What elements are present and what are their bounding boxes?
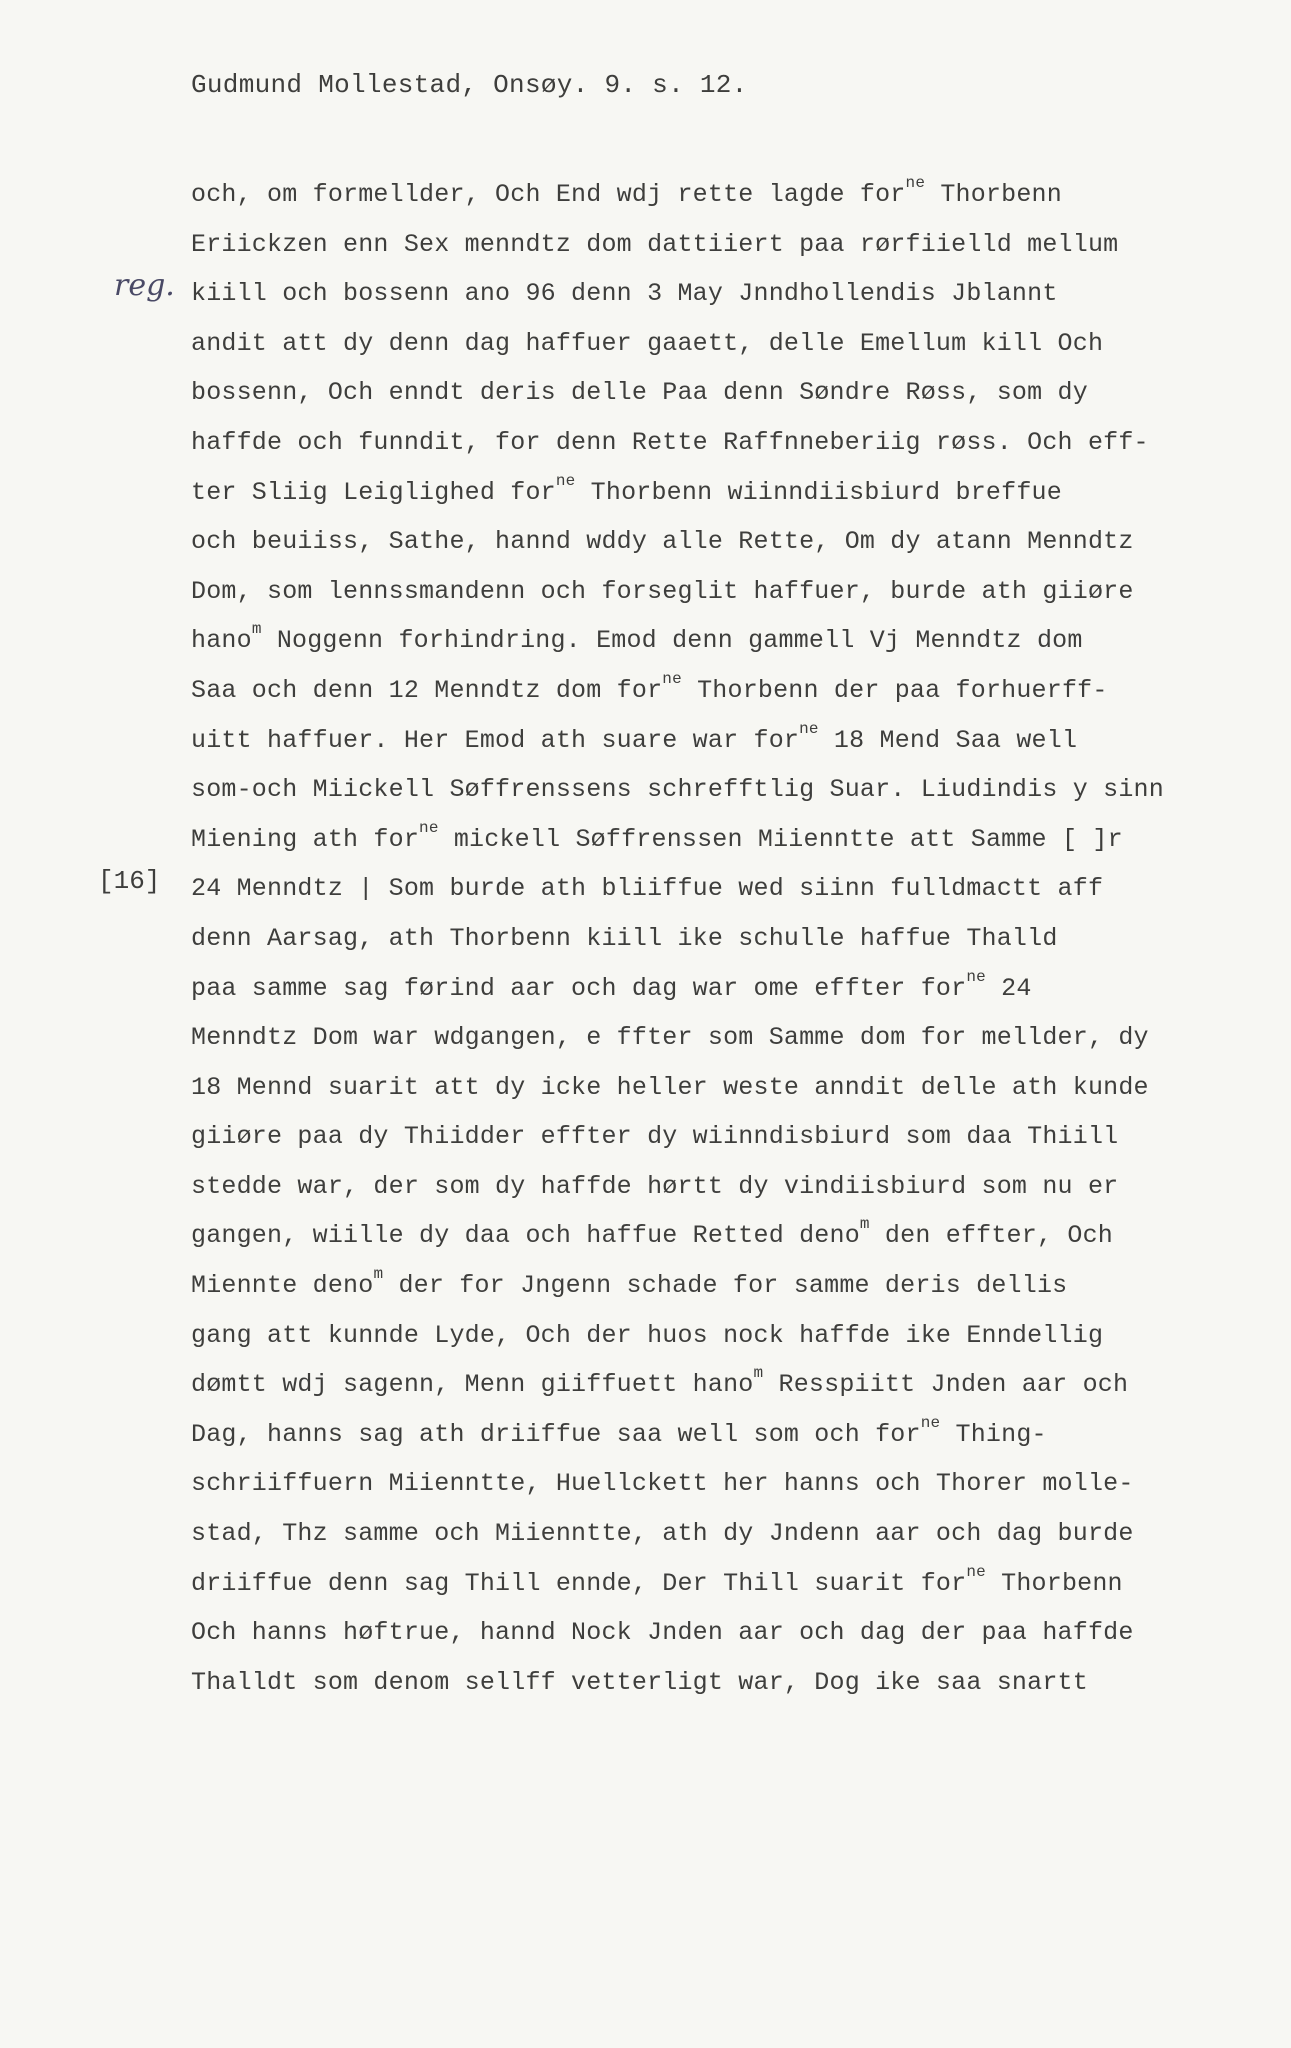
text-line	[191, 220, 1151, 270]
text-line	[191, 1608, 1151, 1658]
text-line-main: paa samme sag førind aar och dag war ome effter for	[191, 973, 967, 1003]
text-line-main: denn Aarsag, ath Thorbenn kiill ike schulle haffue Thalld	[191, 923, 1058, 953]
text-line	[191, 964, 1151, 1014]
text-line-main: hano	[191, 626, 252, 656]
text-line	[191, 1013, 1151, 1063]
text-line-main: andit att dy denn dag haffuer gaaett, delle Emellum kill Och	[191, 328, 1104, 358]
text-line	[191, 864, 1151, 914]
text-line	[191, 765, 1164, 815]
text-line	[191, 170, 1151, 220]
text-line	[191, 567, 1151, 617]
superscript-abbrev: ne	[920, 1413, 941, 1432]
text-line-continuation: Noggenn forhindring. Emod denn gammell Vj Menndtz dom	[261, 626, 1083, 656]
text-line	[191, 1261, 1151, 1311]
text-line	[191, 1658, 1151, 1708]
text-line-main: Miennte deno	[191, 1271, 374, 1301]
text-line-main: Menndtz Dom war wdgangen, e ffter som Samme dom for mellder, dy	[191, 1023, 1149, 1053]
text-line-continuation: mickell Søffrenssen Miienntte att Samme [ ]r	[438, 824, 1123, 854]
text-line	[191, 368, 1151, 418]
text-line	[191, 468, 1151, 518]
text-line-continuation: Thorbenn wiinndiisbiurd breffue	[575, 477, 1062, 507]
text-line-main: gangen, wiille dy daa och haffue Retted deno	[191, 1221, 860, 1251]
superscript-abbrev: ne	[799, 719, 819, 738]
superscript-abbrev: m	[753, 1364, 764, 1383]
superscript-abbrev: m	[859, 1215, 870, 1234]
superscript-abbrev: ne	[662, 669, 682, 688]
text-line	[191, 1509, 1151, 1559]
text-line-main: Thalldt som denom sellff vetterligt war, Dog ike saa snartt	[191, 1667, 1088, 1697]
text-line-main: och, om formellder, Och End wdj rette lagde for	[191, 180, 906, 209]
text-line	[191, 616, 1151, 666]
text-line-main: och beuiiss, Sathe, hannd wddy alle Rette, Om dy atann Menndtz	[191, 527, 1134, 557]
margin-note-reg: reg.	[114, 268, 175, 303]
text-line-main: ter Sliig Leiglighed for	[191, 477, 556, 507]
text-line-main: haffde och funndit, for denn Rette Raffnneberiig røss. Och eff-	[191, 427, 1149, 457]
text-line-continuation: 24	[985, 973, 1032, 1003]
text-line-continuation: 18 Mend Saa well	[818, 725, 1078, 755]
text-line-continuation: Thorbenn der paa forhuerff-	[681, 675, 1108, 705]
text-line-main: stedde war, der som dy haffde hørtt dy vindiisbiurd som nu er	[191, 1171, 1119, 1201]
text-line-continuation: Resspiitt Jnden aar och	[763, 1370, 1129, 1400]
superscript-abbrev: ne	[419, 818, 439, 837]
text-line-main: giiøre paa dy Thiidder effter dy wiinndisbiurd som daa Thiill	[191, 1122, 1119, 1152]
text-line-main: Miening ath for	[191, 824, 420, 854]
margin-page-number: [16]	[98, 866, 161, 896]
text-line	[191, 1311, 1151, 1361]
text-line-main: schriiffuern Miienntte, Huellckett her hanns och Thorer molle-	[191, 1469, 1134, 1499]
text-line-main: Dag, hanns sag ath driiffue saa well som och for	[191, 1419, 921, 1449]
text-line	[191, 815, 1151, 865]
text-line	[191, 319, 1151, 369]
text-line-main: 18 Mennd suarit att dy icke heller weste anndit delle ath kunde	[191, 1072, 1149, 1102]
text-line-main: stad, Thz samme och Miienntte, ath dy Jndenn aar och dag burde	[191, 1519, 1134, 1549]
text-line-continuation: Thorbenn	[985, 1568, 1123, 1598]
superscript-abbrev: ne	[966, 967, 986, 986]
text-line	[191, 517, 1151, 567]
text-line	[191, 914, 1151, 964]
text-line	[191, 1162, 1151, 1212]
superscript-abbrev: m	[251, 620, 262, 639]
text-line	[191, 1112, 1151, 1162]
text-line	[191, 716, 1151, 766]
text-line	[191, 666, 1151, 716]
superscript-abbrev: ne	[555, 471, 576, 490]
text-line	[191, 1559, 1151, 1609]
text-line-main: dømtt wdj sagenn, Menn giiffuett hano	[191, 1370, 754, 1400]
text-line-continuation: Thorbenn	[925, 180, 1062, 209]
text-line	[191, 1459, 1151, 1509]
superscript-abbrev: ne	[966, 1562, 986, 1581]
text-line-main: som-och Miickell Søffrenssens schrefftlig Suar. Liudindis y sinn	[191, 775, 1164, 805]
text-line	[191, 1063, 1151, 1113]
text-line-main: kiill och bossenn ano 96 denn 3 May Jnndhollendis Jblannt	[191, 279, 1058, 309]
text-line	[191, 1360, 1151, 1410]
text-line	[191, 269, 1151, 319]
page-header: Gudmund Mollestad, Onsøy. 9. s. 12.	[191, 70, 748, 100]
text-line-main: Saa och denn 12 Menndtz dom for	[191, 675, 663, 705]
text-line-main: gang att kunnde Lyde, Och der huos nock haffde ike Enndellig	[191, 1320, 1104, 1350]
superscript-abbrev: m	[373, 1265, 384, 1284]
text-line-continuation: der for Jngenn schade for samme deris dellis	[383, 1271, 1068, 1301]
text-line-main: Och hanns høftrue, hannd Nock Jnden aar och dag der paa haffde	[191, 1618, 1134, 1648]
text-line-continuation: Thing-	[940, 1419, 1047, 1449]
transcription-body	[191, 170, 1164, 1707]
text-line-main: 24 Menndtz | Som burde ath bliiffue wed siinn fulldmactt aff	[191, 874, 1104, 904]
text-line	[191, 1211, 1151, 1261]
text-line	[191, 1410, 1151, 1460]
text-line-main: Dom, som lennssmandenn och forseglit haffuer, burde ath giiøre	[191, 576, 1134, 606]
text-line-main: driiffue denn sag Thill ennde, Der Thill suarit for	[191, 1568, 967, 1598]
text-line-main: Eriickzen enn Sex menndtz dom dattiiert paa rørfiielld mellum	[191, 229, 1119, 259]
text-line-continuation: den effter, Och	[869, 1221, 1113, 1251]
superscript-abbrev: ne	[905, 174, 926, 192]
text-line-main: bossenn, Och enndt deris delle Paa denn Søndre Røss, som dy	[191, 378, 1088, 408]
text-line-main: uitt haffuer. Her Emod ath suare war for	[191, 725, 800, 755]
text-line	[191, 418, 1151, 468]
